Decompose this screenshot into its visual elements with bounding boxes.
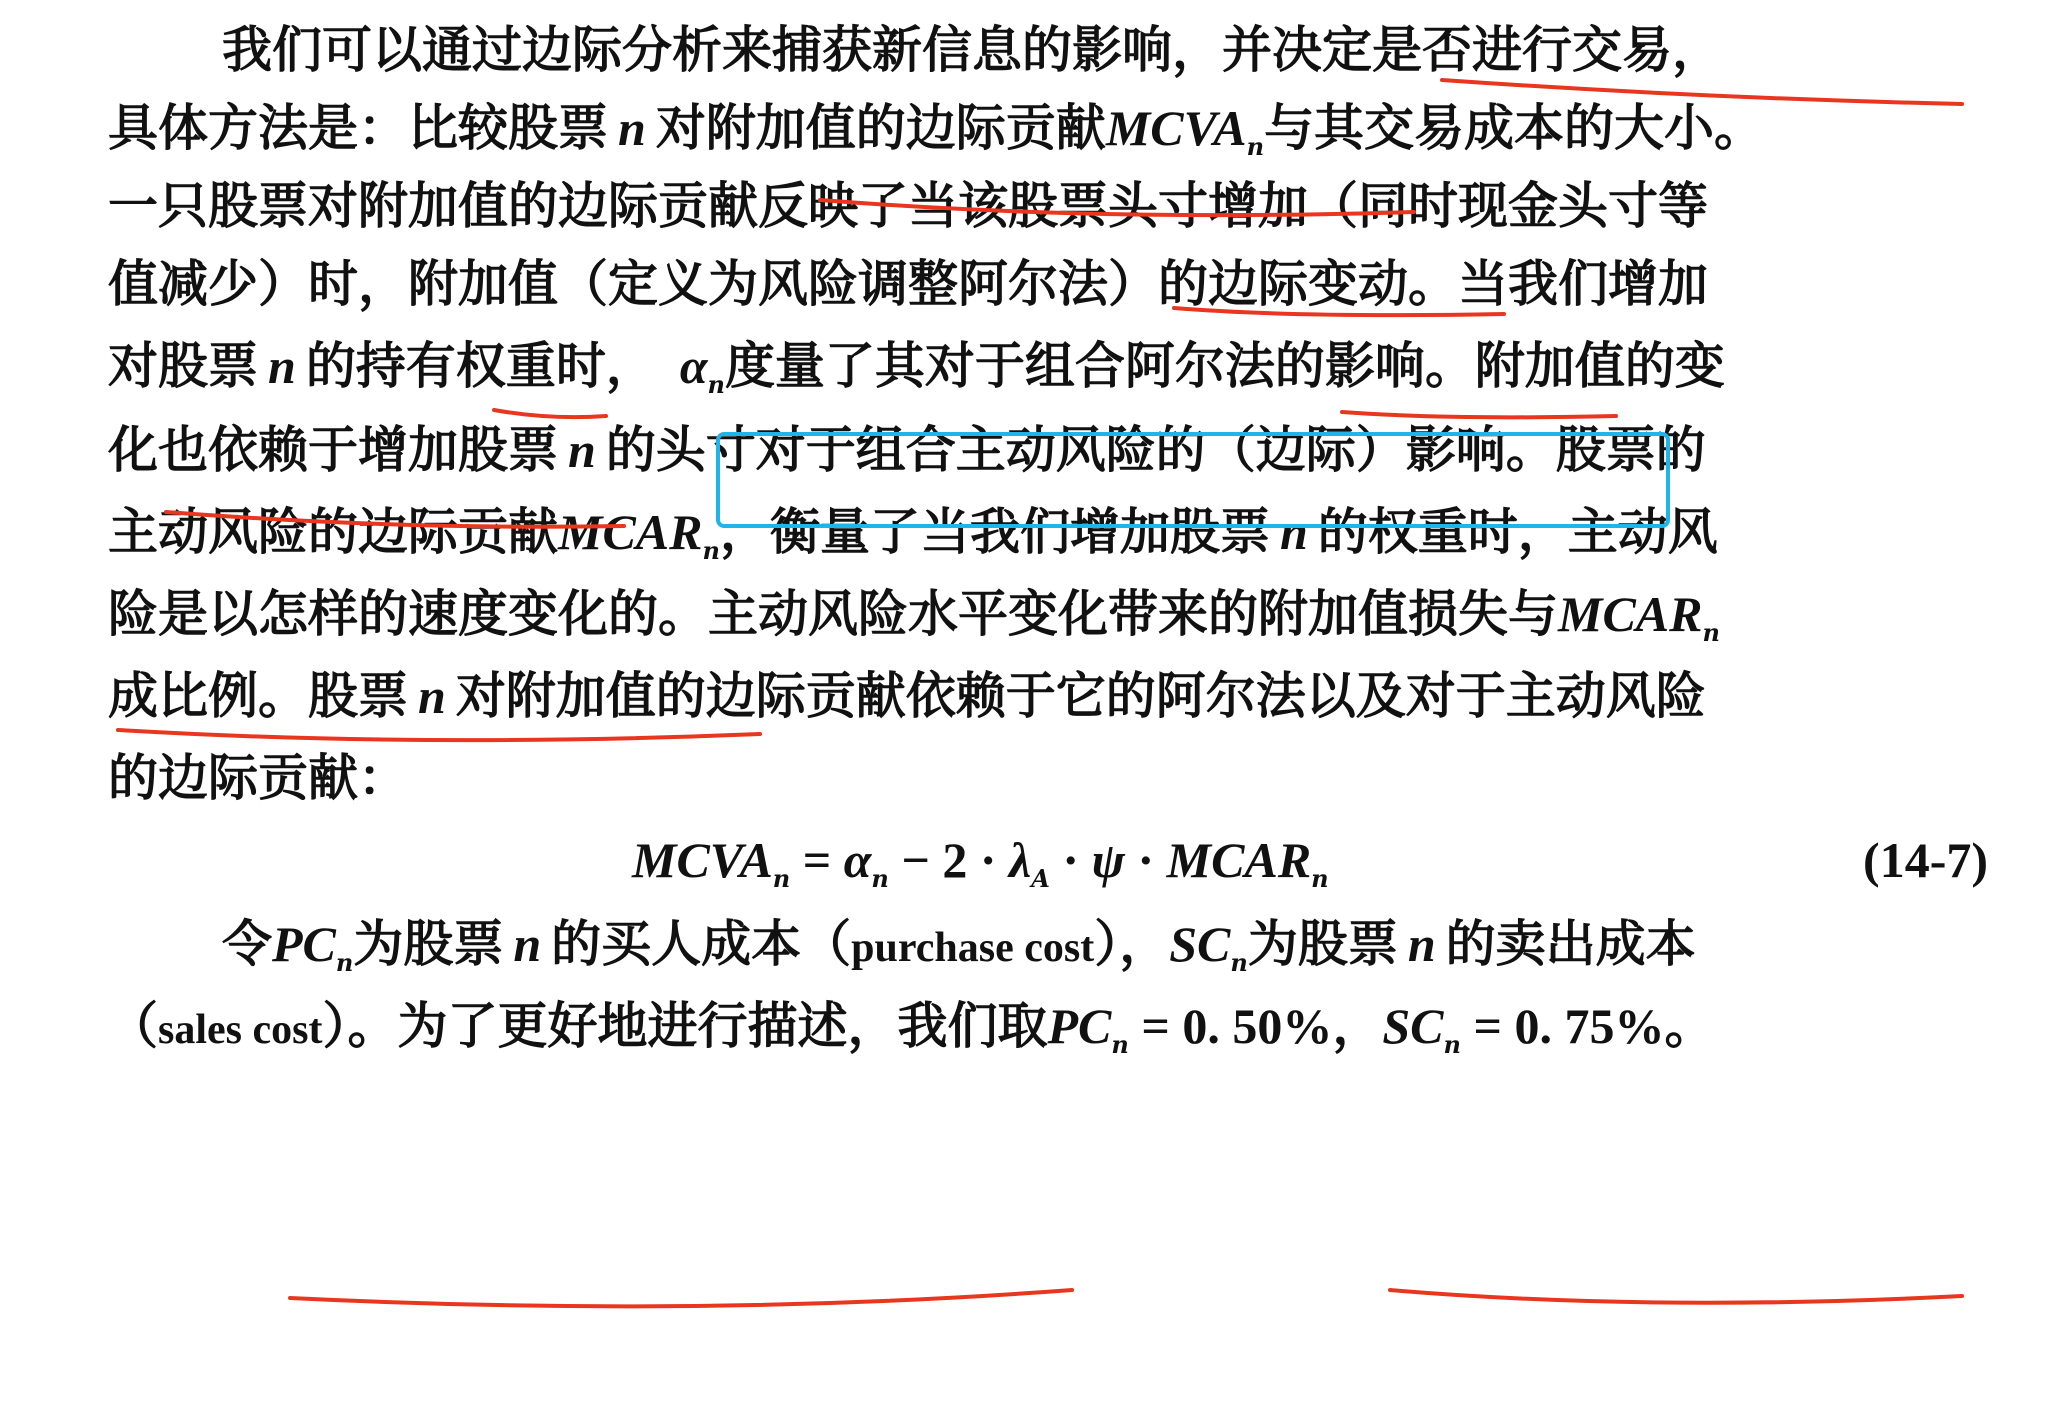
text-run: （同时现金头寸等 [1308, 176, 1708, 235]
text-line-6 [108, 418, 1706, 488]
text-run: 险是以怎样的速度变化的。主动风险水平变化带来的附加值损失与 [108, 584, 1558, 643]
math-alpha: α [843, 832, 872, 888]
underlined-phrase-stock: 股票 [158, 336, 258, 395]
text-line-1 [222, 18, 1722, 88]
math-operator: · [1124, 832, 1167, 888]
math-variable: SC [1169, 916, 1231, 972]
math-subscript: n [702, 536, 720, 565]
underlined-phrase-position-increase: 股票头寸增加 [1008, 176, 1308, 235]
math-variable: MCAR [558, 504, 703, 560]
math-variable: MCAR [1558, 586, 1703, 642]
text-run: 。当我们增加 [1408, 254, 1708, 313]
text-run: 的头寸对于组合主动风险的（边际）影响。股票的 [605, 420, 1706, 479]
math-variable: n [1279, 504, 1308, 560]
text-run: 的买人成本（ [551, 914, 852, 973]
text-line-12 [222, 912, 1696, 982]
math-subscript: A [1031, 864, 1050, 893]
red-underline-mark [1342, 412, 1616, 417]
math-operator: · [1049, 832, 1092, 888]
text-run: 为股票 [1247, 914, 1398, 973]
math-variable: n [618, 100, 646, 156]
text-line-7 [108, 500, 1718, 570]
math-value: = 0. 50%， [1128, 998, 1383, 1054]
math-variable: n [513, 916, 542, 972]
text-run: 一只股票对附加值的边际贡献反映了当该 [108, 176, 1008, 235]
math-variable: n [568, 422, 596, 478]
text-run: 与其交易成本的大小。 [1264, 98, 1765, 157]
math-subscript: n [1443, 1030, 1461, 1059]
math-psi: ψ [1091, 832, 1125, 888]
text-run: 我们可以通过边际分析来捕获新信息的影响， [222, 20, 1222, 79]
text-run: 的边际贡献： [108, 748, 408, 807]
red-underline-mark [494, 410, 606, 417]
english-term: sales cost [158, 1007, 323, 1053]
text-run: 化也依赖于增加股票 [108, 420, 558, 479]
text-run: 的权重时，主动风 [1317, 502, 1718, 561]
text-run: 令 [222, 914, 272, 973]
math-variable: MCVA [1105, 100, 1247, 156]
red-underline-mark [290, 1290, 1072, 1306]
math-subscript: n [1230, 948, 1248, 977]
math-variable: MCAR [1166, 832, 1312, 888]
english-term: purchase cost [851, 925, 1095, 971]
math-subscript: n [871, 864, 889, 893]
text-line-9 [108, 664, 1706, 734]
text-run: ）。为了更好地进行描述，我们取 [322, 996, 1048, 1055]
text-run: 的卖出成本 [1445, 914, 1696, 973]
math-variable: PC [272, 916, 336, 972]
math-lambda: λ [1009, 832, 1032, 888]
math-variable: n [268, 338, 296, 394]
math-operator: = [790, 832, 844, 888]
text-run: （ [108, 996, 158, 1055]
math-subscript: n [772, 864, 791, 893]
text-run: 为股票 [353, 914, 504, 973]
text-run: 对附加值的边际贡献依赖于它的阿尔法以及对于主动风险 [455, 666, 1706, 725]
text-run: 值减少）时， [108, 254, 408, 313]
underlined-phrase-value-added: 附加值 [408, 254, 558, 313]
math-subscript: n [335, 948, 354, 977]
underlined-phrase-marginal-change: 的边际变动 [1158, 254, 1408, 313]
text-run: 时， [555, 336, 656, 395]
equation-number: (14-7) [1863, 832, 1988, 888]
text-line-8 [108, 582, 1720, 652]
text-line-4 [108, 252, 1708, 322]
math-variable: SC [1382, 998, 1444, 1054]
text-run: （定义为风险调整阿尔法） [558, 254, 1158, 313]
math-subscript: n [707, 370, 725, 399]
text-line-13 [108, 994, 1714, 1064]
text-run: 对 [108, 336, 158, 395]
underlined-phrase-mcva: 附加值的边际贡献 [705, 98, 1106, 157]
math-variable: MCVA [632, 832, 773, 888]
math-operator: − 2 · [888, 832, 1010, 888]
text-run: ，衡量了当我们增加股票 [719, 502, 1270, 561]
text-run: 成比例。股票 [108, 666, 408, 725]
text-run: 对 [655, 98, 706, 157]
text-line-2 [108, 96, 1764, 166]
math-subscript: n [1111, 1030, 1129, 1059]
text-line-5 [108, 334, 1725, 404]
math-variable: n [1407, 916, 1436, 972]
red-underline-mark [1390, 1290, 1962, 1303]
math-alpha: α [679, 338, 708, 394]
text-run: 具体方法是：比较股票 [108, 98, 608, 157]
underlined-phrase-holding-weight: 的持有权重 [305, 336, 556, 395]
math-subscript: n [1246, 132, 1265, 161]
math-subscript: n [1702, 618, 1720, 647]
text-line-3 [108, 174, 1708, 244]
text-line-10 [108, 746, 408, 816]
math-value: = 0. 75%。 [1460, 998, 1715, 1054]
math-variable: n [418, 668, 446, 724]
boxed-phrase-portfolio-alpha-impact: 度量了其对于组合阿尔法的影响 [724, 336, 1425, 395]
text-run: ）， [1094, 914, 1170, 973]
equation-14-7 [632, 828, 2018, 898]
math-variable: PC [1047, 998, 1112, 1054]
text-run: 。附加值的变 [1424, 336, 1725, 395]
math-subscript: n [1311, 864, 1329, 893]
underlined-phrase-trade-decision: 并决定是否进行交易 [1222, 20, 1672, 79]
underlined-phrase-mcar: 主动风险的边际贡献 [108, 502, 558, 561]
text-run: ， [1672, 20, 1722, 79]
